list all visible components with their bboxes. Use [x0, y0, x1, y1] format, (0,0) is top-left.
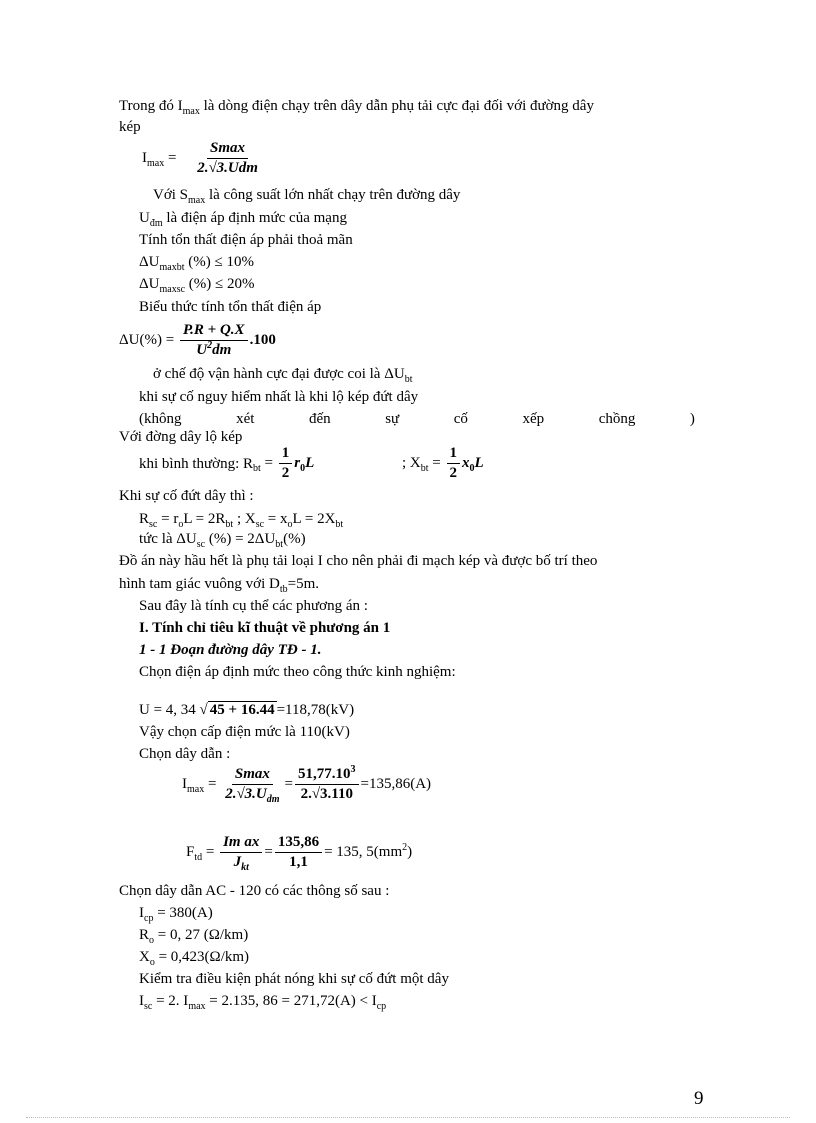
text-line: kép	[119, 119, 141, 135]
text-line: Vậy chọn cấp điện mức là 110(kV)	[139, 724, 350, 740]
text-line: $\Delta U_{maxbt}$ (%) ≤ 10%	[139, 254, 254, 273]
text-line: $X_o = 0,423(\Omega/km)$	[139, 949, 250, 968]
fraction: $\frac{51,77.10^3}{2.√3.110}$	[295, 766, 359, 803]
text-line: ở chế độ vận hành cực đại được coi là $\Delta U_{bt}$	[153, 366, 413, 385]
text-line: Biểu thức tính tổn thất điện áp	[139, 299, 322, 315]
fraction: $\frac{135,86}{1,1}$	[275, 834, 322, 871]
text-line: Với $S_{max}$ là công suất lớn nhất chạy trên đường dây	[153, 187, 461, 206]
text-line: $I_{sc} = 2$. $I_{max} = 2.135$, $86 = 271,72(A) < I_{cp}$	[139, 993, 387, 1012]
formula-ftd: $F_{td}$ = $\frac{\text{Im ax}}{J_{kt}}$ = $\frac{135,86}{1,1}$ = 135, $5(mm^2)$	[186, 834, 413, 873]
fraction: $\frac{\text{Im ax}}{J_{kt}}$	[220, 834, 262, 871]
text-line-justified: (không xét đến sự cố xếp chồng )	[139, 411, 695, 427]
text-line: tức là $\Delta U_{sc}$ (%) = $2\Delta U_{bt}(\%)$	[139, 531, 306, 550]
text-line: khi sự cố nguy hiểm nhất là khi lộ kép đứt dây	[139, 389, 419, 405]
text-line: Chọn dây dẫn AC - 120 có các thông số sau :	[119, 883, 390, 899]
formula-imax: $I_{max}$ = $\frac{Smax}{\text{2.√3.Udm}}$	[142, 140, 263, 177]
text-line: Kiểm tra điều kiện phát nóng khi sự cố đứt một dây	[139, 971, 449, 987]
text-line: $I_{cp} = 380(A)$	[139, 905, 213, 924]
text-line: $R_{sc} = r_oL = 2R_{bt}$ ; $X_{sc} = x_oL = 2X_{bt}$	[139, 511, 344, 530]
fraction: $\frac{Smax}{\text{2.√3.Udm}}$	[197, 140, 258, 176]
text-line: Khi sự cố đứt dây thì :	[119, 488, 254, 504]
fraction: $\frac{1}{2}$	[447, 445, 461, 482]
fraction: $\frac{1}{2}$	[279, 445, 293, 482]
formula-rbt: khi bình thường: $R_{bt}$ = $\frac{1}{2}$ $r_0L$	[139, 445, 315, 481]
subsection-heading: 1 - 1 Đoạn đường dây TĐ - 1.	[139, 642, 322, 658]
text-line: Sau đây là tính cụ thể các phương án :	[139, 598, 368, 614]
text-line: Trong đó $I_{max}$ là dòng điện chạy trên dây dẫn phụ tải cực đại đối với đường dây	[119, 98, 594, 117]
text-line: Chọn điện áp định mức theo công thức kinh nghiệm:	[139, 664, 456, 680]
text-line: hình tam giác vuông với $D_{tb}=5m$.	[119, 576, 319, 595]
text-line: $R_o = 0$, 27 (Ω/km)	[139, 927, 249, 946]
text-line: Với đờng dây lộ kép	[119, 429, 243, 445]
text-line: Chọn dây dẫn :	[139, 746, 231, 762]
text-line: $U_{đm}$ là điện áp định mức của mạng	[139, 210, 347, 229]
section-heading: I. Tính chỉ tiêu kĩ thuật về phương án 1	[139, 620, 391, 636]
footer-divider	[26, 1117, 790, 1118]
text-line: $\Delta U_{maxsc}$ (%) ≤ 20%	[139, 276, 255, 295]
text-line: Đồ án này hầu hết là phụ tải loại I cho nên phải đi mạch kép và được bố trí theo	[119, 553, 598, 569]
fraction: $\frac{P.R + Q.X}{U^2dm}$	[180, 322, 248, 359]
formula-xbt: ; $X_{bt}$ = $\frac{1}{2}$ $x_0L$	[402, 445, 484, 481]
formula-imax-calc: $I_{max}$ = $\frac{Smax}{2.√3.U_{dm}}$ = $\frac{51,77.10^3}{2.√3.110}$ =135,86(A)	[182, 764, 432, 805]
formula-u: U = 4, 34 √ 45 + 16.44 =118,78(kV)	[139, 702, 355, 718]
text-line: Tính tổn thất điện áp phải thoả mãn	[139, 232, 353, 248]
formula-du: ΔU(%) = $\frac{P.R + Q.X}{U^2dm}$ .100	[119, 322, 276, 358]
fraction: $\frac{Smax}{2.√3.U_{dm}}$	[225, 766, 280, 805]
page-number: 9	[694, 1088, 704, 1109]
